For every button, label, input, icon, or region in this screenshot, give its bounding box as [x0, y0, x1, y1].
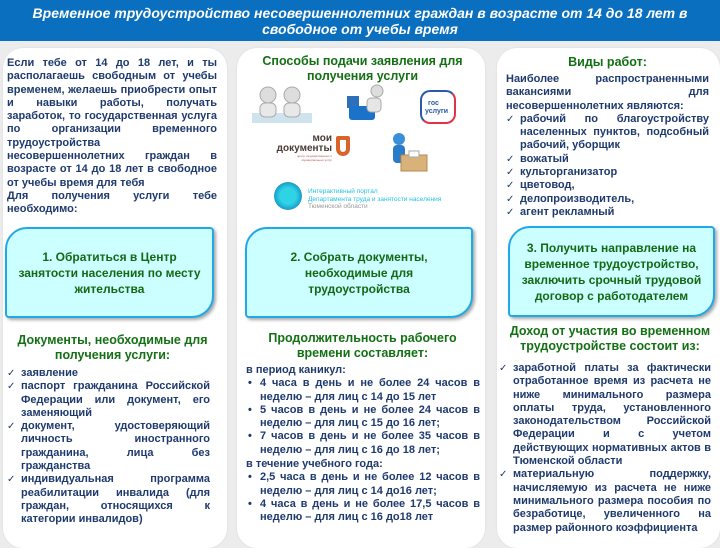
list-item: ✓ документ, удостоверяющий личность иностранного гражданина, лица без гражданства — [7, 420, 210, 473]
ballot-box-icon — [383, 133, 429, 173]
jobs-block — [506, 73, 709, 219]
list-item: ✓ агент рекламный — [506, 206, 709, 219]
gosuslugi-logo[interactable] — [420, 90, 456, 124]
moi-text-1: мои — [312, 133, 332, 144]
income-title: Доход от участия во временном трудоустройстве состоит из: — [509, 324, 711, 353]
moi-text-3: центр государственных и муниципальных услуг — [296, 154, 332, 162]
moi-dokumenty-logo — [276, 134, 354, 170]
title-line-1: Временное трудоустройство несовершеннолетних граждан в возрасте от 14 до 18 лет в — [32, 5, 688, 21]
list-item: • 4 часа в день и не более 17,5 часов в неделю – для лиц с 16 до18 лет — [246, 498, 480, 525]
list-item: • 7 часов в день и не более 35 часов в неделю – для лиц с 16 до 18 лет; — [246, 430, 480, 457]
jobs-intro: Наиболее распространенными вакансиями для несовершеннолетних являются: — [506, 73, 709, 112]
portal-logo-text[interactable] — [308, 188, 441, 211]
portal-text-2: Департамента труда и занятости населения — [308, 195, 442, 203]
list-item: • 4 часа в день и не более 24 часов в неделю – для лиц с 14 до 15 лет — [246, 377, 480, 404]
gosuslugi-text-2: услуги — [425, 108, 449, 115]
step-2-text: 2. Собрать документы, необходимые для трудоустройства — [290, 249, 428, 296]
income-list — [499, 362, 711, 535]
list-item: ✓ делопроизводитель, — [506, 193, 709, 206]
list-item: ✓ паспорт гражданина Российской Федерации или документ, его заменяющий — [7, 380, 210, 420]
list-item: ✓ заявление — [7, 367, 210, 380]
jobs-title: Виды работ: — [568, 55, 647, 69]
consultation-people-icon — [252, 85, 314, 127]
moi-dokumenty-icon — [336, 136, 350, 156]
step-2-card — [245, 227, 473, 318]
moi-text-2: документы — [276, 143, 332, 154]
intro-text — [7, 57, 217, 217]
list-item: ✓ цветовод, — [506, 179, 709, 192]
portal-logo-icon — [274, 182, 302, 210]
portal-text-3: Тюменской области — [308, 203, 368, 210]
docs-title: Документы, необходимые для получения услуги: — [17, 333, 208, 362]
title-line-2: свободное от учебы время — [262, 21, 458, 37]
hours-title: Продолжительность рабочего времени составляет: — [268, 331, 457, 360]
list-item: • 5 часов в день и не более 24 часов в неделю – для лиц с 15 до 16 лет; — [246, 404, 480, 431]
step-1-card — [5, 227, 214, 318]
list-item: ✓ рабочий по благоустройству населенных пунктов, подсобный рабочий, уборщик — [506, 113, 709, 153]
portal-text-1: Интерактивный портал — [308, 188, 378, 195]
docs-list — [7, 367, 210, 527]
list-item: ✓ заработной платы за фактически отработанное время из расчета не ниже минимального размера оплаты труда, установленного законодательством Российской Федерации и с учетом действующих нормативных актов в Тюменской области — [499, 362, 711, 468]
list-item: ✓ культорганизатор — [506, 166, 709, 179]
list-item: ✓ материальную поддержку, начисляемую из расчета не ниже минимального размера пособия по безработице, увеличенного на размер районного коэффициента — [499, 468, 711, 534]
list-item: ✓ индивидуальная программа реабилитации инвалида (для граждан, относящихся к категории инвалидов) — [7, 473, 210, 526]
intro-paragraph: Если тебе от 14 до 18 лет, и ты располагаешь свободным от учебы временем, желаешь приобрести опыт и навыки работы, получать заработок, то государственная услуга по организации временного трудоустройства несовершеннолетних граждан в возрасте от 14 до 18 лет в свободное от учебы время для тебя — [7, 57, 217, 189]
vacation-label: в период каникул: — [246, 364, 346, 376]
methods-title: Способы подачи заявления для получения услуги — [262, 54, 463, 83]
list-item: • 2,5 часа в день и не более 12 часов в неделю – для лиц с 14 до16 лет; — [246, 471, 480, 498]
step-1-text: 1. Обратиться в Центр занятости населения по месту жительства — [18, 249, 201, 296]
page-title — [0, 0, 720, 41]
intro-need: Для получения услуги тебе необходимо: — [7, 189, 217, 216]
step-3-card — [508, 226, 715, 317]
computer-user-icon — [347, 84, 389, 122]
step-3-text: 3. Получить направление на временное трудоустройство, заключить срочный трудовой договор с работодателем — [521, 240, 702, 303]
school-label: в течение учебного года: — [246, 458, 383, 471]
list-item: ✓ вожатый — [506, 153, 709, 166]
hours-block — [246, 364, 480, 525]
gosuslugi-text-1: гос — [428, 100, 439, 107]
